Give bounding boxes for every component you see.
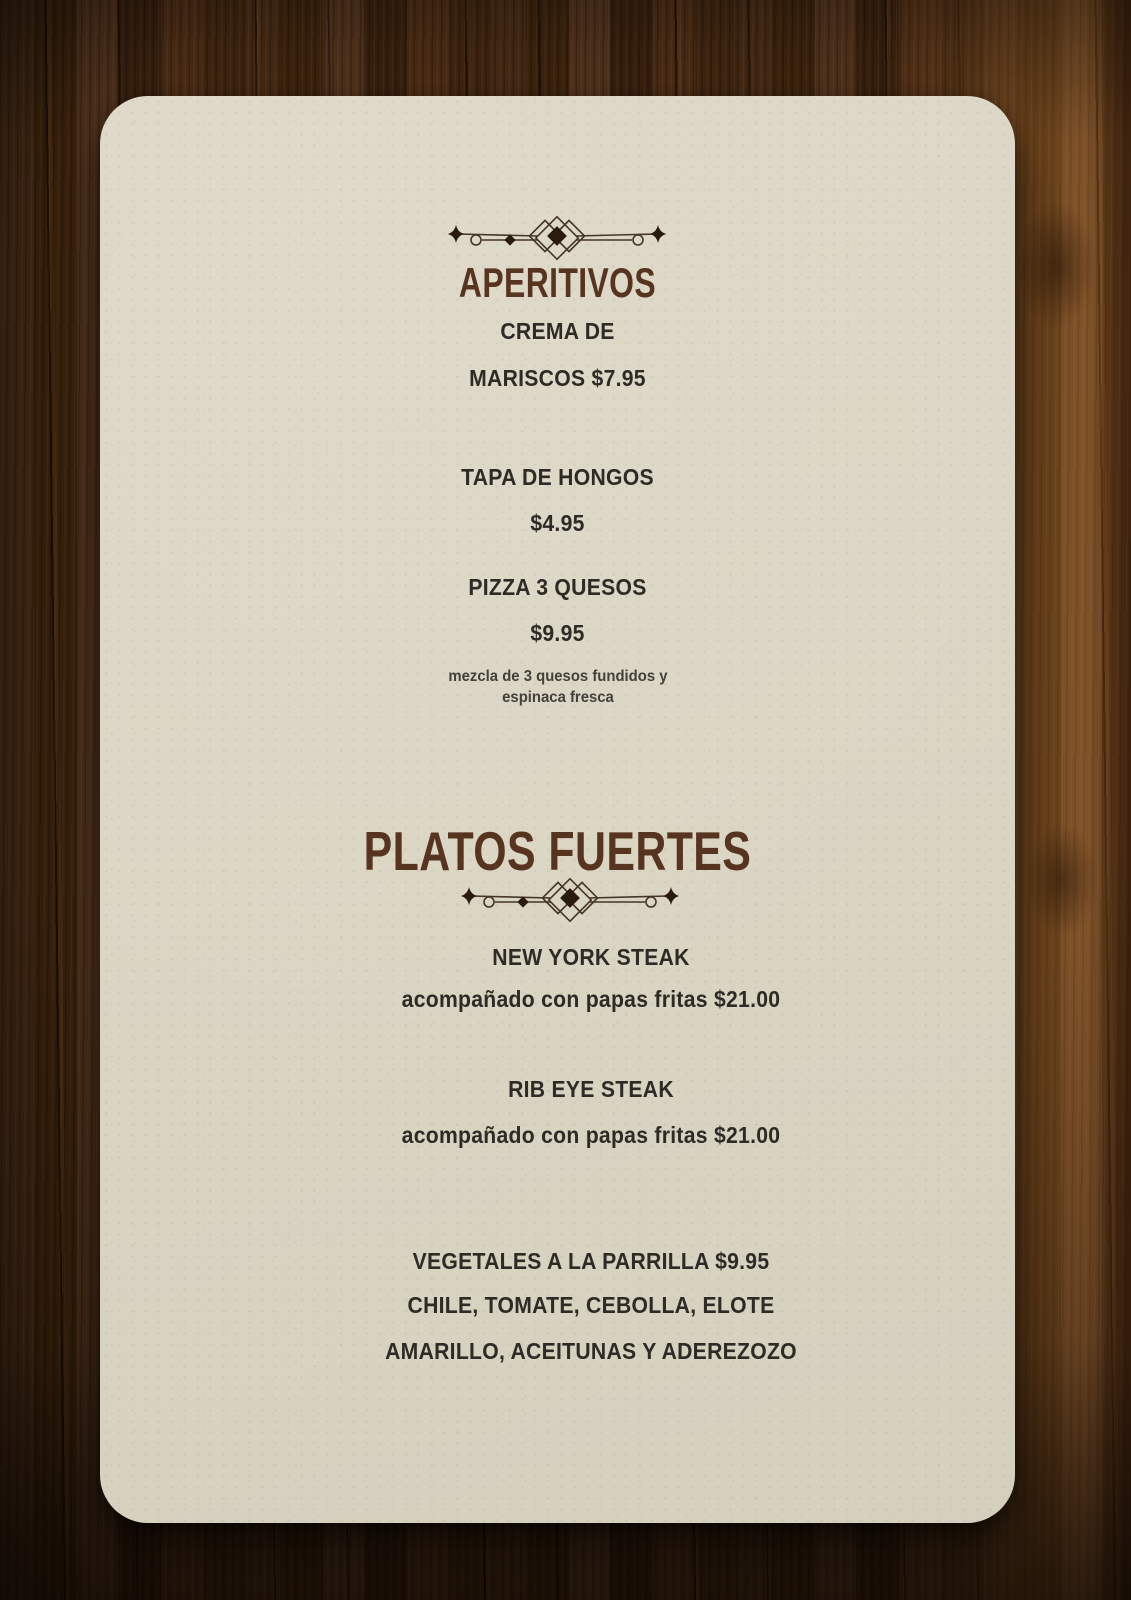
item-tapa-de-hongos-name: TAPA DE HONGOS: [461, 464, 654, 490]
item-pizza-3-quesos-name: PIZZA 3 QUESOS: [468, 574, 647, 600]
item-vegetales-detail-line1: CHILE, TOMATE, CEBOLLA, ELOTE: [407, 1292, 775, 1318]
item-rib-eye-steak-detail: acompañado con papas fritas $21.00: [401, 1122, 781, 1148]
item-crema-de-mariscos-line2: MARISCOS $7.95: [469, 365, 646, 391]
item-vegetales-detail-line2: AMARILLO, ACEITUNAS Y ADEREZOZO: [385, 1338, 797, 1364]
menu-card: [100, 96, 1015, 1523]
item-rib-eye-steak-name: RIB EYE STEAK: [508, 1076, 674, 1102]
item-new-york-steak-name: NEW YORK STEAK: [492, 944, 690, 970]
item-new-york-steak-detail: acompañado con papas fritas $21.00: [401, 986, 781, 1012]
item-vegetales-name-price: VEGETALES A LA PARRILLA $9.95: [412, 1248, 770, 1274]
section-title-aperitivos: APERITIVOS: [458, 259, 657, 306]
divider-ornament-icon: [455, 871, 685, 925]
divider-ornament-icon: [442, 209, 672, 263]
section-title-platos-fuertes: PLATOS FUERTES: [363, 820, 752, 882]
item-crema-de-mariscos-line1: CREMA DE: [500, 318, 615, 344]
item-tapa-de-hongos-price: $4.95: [530, 510, 585, 536]
item-pizza-3-quesos-description: mezcla de 3 quesos fundidos y espinaca fresca: [447, 668, 668, 706]
item-pizza-3-quesos-price: $9.95: [530, 620, 585, 646]
